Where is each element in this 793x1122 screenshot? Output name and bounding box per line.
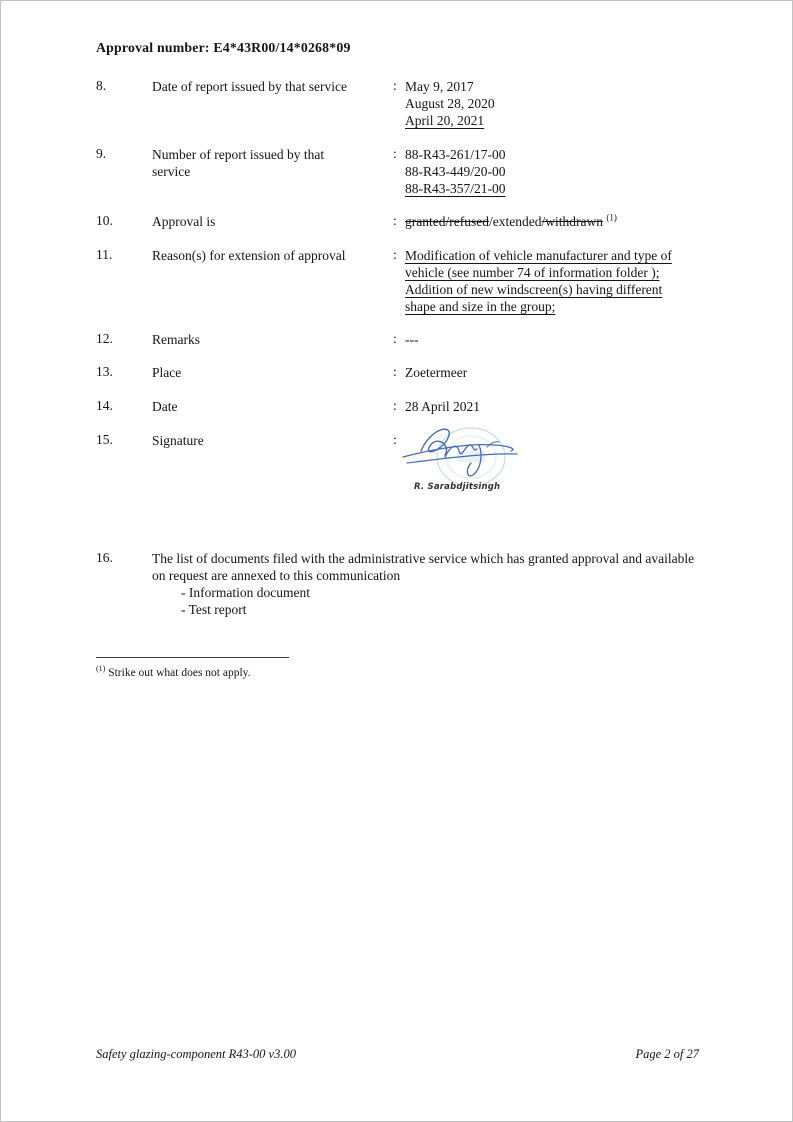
item-10-colon: :: [393, 213, 397, 228]
place-value: Zoetermeer: [405, 365, 468, 380]
footnote-separator: [96, 657, 289, 658]
document-list-item-test-report: - Test report: [181, 602, 247, 617]
signature-image: [399, 421, 539, 487]
item-16-row: [96, 550, 721, 618]
extension-reason-line-3: Addition of new windscreen(s) having different: [405, 282, 663, 297]
item-13-colon: :: [393, 364, 397, 379]
item-14-label: Date: [152, 399, 178, 414]
approval-status-separator: /: [488, 214, 493, 229]
footnote: [96, 664, 251, 679]
document-list-item-information: - Information document: [181, 585, 310, 600]
date-value: 28 April 2021: [405, 399, 481, 414]
item-8-label: Date of report issued by that service: [152, 79, 347, 94]
extension-reason-line-1: Modification of vehicle manufacturer and type of: [405, 248, 672, 263]
footnote-reference: (1): [606, 212, 617, 223]
approval-number-heading: Approval number: E4*43R00/14*0268*09: [96, 40, 351, 55]
item-15-number: 15.: [96, 432, 113, 447]
footnote-text: Strike out what does not apply.: [105, 666, 251, 679]
extension-reason-line-2: vehicle (see number 74 of information folder );: [405, 265, 660, 280]
item-11-colon: :: [393, 247, 397, 262]
item-8-number: 8.: [96, 78, 107, 93]
item-11-value: [405, 247, 721, 315]
report-number-1: 88-R43-261/17-00: [405, 147, 506, 162]
item-9-colon: :: [393, 146, 397, 161]
item-14-colon: :: [393, 398, 397, 413]
approval-status-struck-1: granted/refused: [405, 214, 489, 229]
item-10-row: [96, 213, 721, 230]
item-12-number: 12.: [96, 331, 113, 346]
signer-name: R. Sarabdjitsingh: [414, 482, 501, 492]
item-9-value: [405, 146, 721, 197]
item-9-label: Number of report issued by that service: [152, 147, 325, 179]
signature-scribble-icon: [399, 421, 539, 487]
documents-list-intro: The list of documents filed with the administrative service which has granted approval and available on request are annexed to this communication: [152, 551, 695, 583]
item-9-number: 9.: [96, 146, 107, 161]
documents-list: [181, 584, 697, 618]
item-12-row: [96, 331, 721, 348]
item-10-label: Approval is: [152, 214, 216, 229]
item-9-row: [96, 146, 721, 197]
extension-reason-line-4: shape and size in the group;: [405, 299, 556, 314]
report-date-2: August 28, 2020: [405, 96, 495, 111]
approval-status-kept: extended: [492, 214, 542, 229]
item-11-number: 11.: [96, 247, 113, 262]
footer-page-number: Page 2 of 27: [635, 1047, 699, 1061]
item-13-number: 13.: [96, 364, 113, 379]
item-10-value: [405, 213, 721, 230]
remarks-value: ---: [405, 332, 419, 347]
item-13-row: [96, 364, 721, 381]
item-11-label: Reason(s) for extension of approval: [152, 248, 346, 263]
item-15-label: Signature: [152, 433, 204, 448]
item-12-label: Remarks: [152, 332, 200, 347]
item-8-value: [405, 78, 721, 129]
report-date-1: May 9, 2017: [405, 79, 474, 94]
item-10-number: 10.: [96, 213, 113, 228]
item-14-number: 14.: [96, 398, 113, 413]
item-16-body: [152, 550, 697, 618]
report-number-3: 88-R43-357/21-00: [405, 181, 506, 196]
report-number-2: 88-R43-449/20-00: [405, 164, 506, 179]
item-15-colon: :: [393, 432, 397, 447]
item-12-colon: :: [393, 331, 397, 346]
item-13-label: Place: [152, 365, 182, 380]
item-16-number: 16.: [96, 550, 113, 565]
report-date-3: April 20, 2021: [405, 113, 485, 128]
footnote-marker: (1): [96, 664, 106, 673]
item-14-row: [96, 398, 721, 415]
footer-document-title: Safety glazing-component R43-00 v3.00: [96, 1047, 296, 1061]
item-8-row: [96, 78, 721, 129]
item-8-colon: :: [393, 78, 397, 93]
item-11-row: [96, 247, 721, 315]
approval-status-struck-2: /withdrawn: [541, 214, 603, 229]
